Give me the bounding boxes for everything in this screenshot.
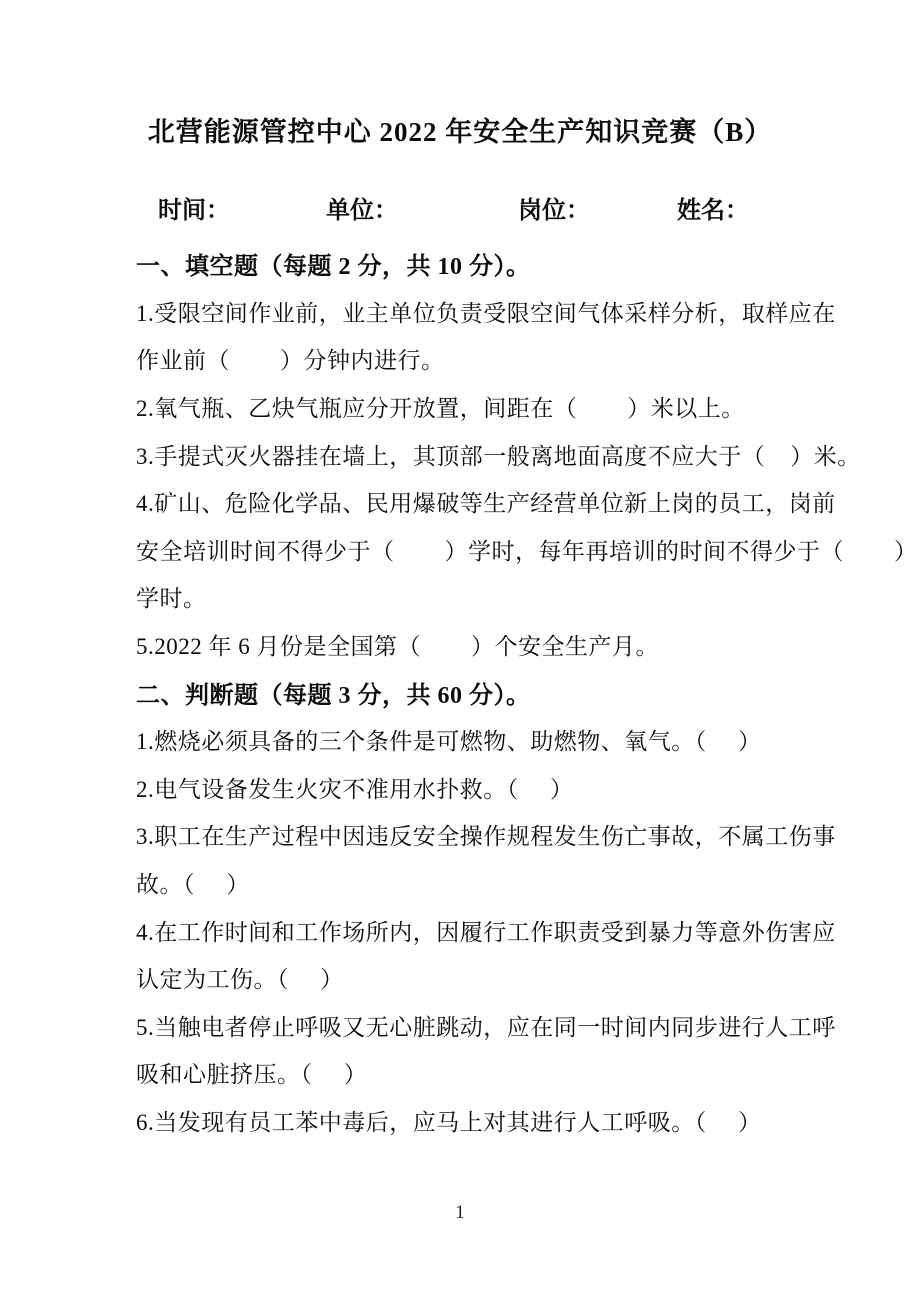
field-label-post: 岗位： (518, 198, 590, 224)
section-2-question-3-line-2: 故。（ ） (136, 872, 250, 898)
section-1-question-4-line-2: 安全培训时间不得少于（ ）学时，每年再培训的时间不得少于（ ） (136, 538, 918, 564)
field-label-time: 时间： (158, 198, 230, 224)
section-2-question-4-line-1: 4.在工作时间和工作场所内，因履行工作职责受到暴力等意外伤害应 (136, 919, 836, 945)
section-2-question-2: 2.电气设备发生火灾不准用水扑救。（ ） (136, 776, 574, 802)
section-1-question-1-line-1: 1.受限空间作业前，业主单位负责受限空间气体采样分析，取样应在 (136, 300, 836, 326)
section-2-question-6: 6.当发现有员工苯中毒后，应马上对其进行人工呼吸。（ ） (136, 1109, 762, 1135)
section-2-question-1: 1.燃烧必须具备的三个条件是可燃物、助燃物、氧气。（ ） (136, 729, 762, 755)
section-1-question-1-line-2: 作业前（ ）分钟内进行。 (136, 348, 445, 374)
section-1-question-4-line-3: 学时。 (136, 586, 207, 612)
section-1-heading: 一、填空题（每题 2 分，共 10 分）。 (136, 254, 531, 281)
section-1-question-2: 2.氧气瓶、乙炔气瓶应分开放置，间距在（ ）米以上。 (136, 396, 745, 422)
section-1-question-5: 5.2022 年 6 月份是全国第（ ）个安全生产月。 (136, 634, 659, 660)
section-2-question-5-line-2: 吸和心脏挤压。（ ） (136, 1062, 368, 1088)
section-2-question-5-line-1: 5.当触电者停止呼吸又无心脏跳动，应在同一时间内同步进行人工呼 (136, 1014, 836, 1040)
section-2-question-4-line-2: 认定为工伤。（ ） (136, 967, 344, 993)
field-label-name: 姓名： (677, 198, 749, 224)
page-title: 北营能源管控中心 2022 年安全生产知识竞赛（B） (147, 117, 773, 147)
section-1-question-3: 3.手提式灭火器挂在墙上，其顶部一般离地面高度不应大于（ ）米。 (136, 443, 861, 469)
section-1-question-4-line-1: 4.矿山、危险化学品、民用爆破等生产经营单位新上岗的员工，岗前 (136, 491, 836, 517)
header-fields (0, 190, 920, 224)
section-2-question-3-line-1: 3.职工在生产过程中因违反安全操作规程发生伤亡事故，不属工伤事 (136, 824, 836, 850)
document-body (136, 240, 918, 1144)
field-label-unit: 单位： (326, 198, 398, 224)
page-number: 1 (455, 1202, 465, 1223)
section-2-heading: 二、判断题（每题 3 分，共 60 分）。 (136, 682, 531, 709)
